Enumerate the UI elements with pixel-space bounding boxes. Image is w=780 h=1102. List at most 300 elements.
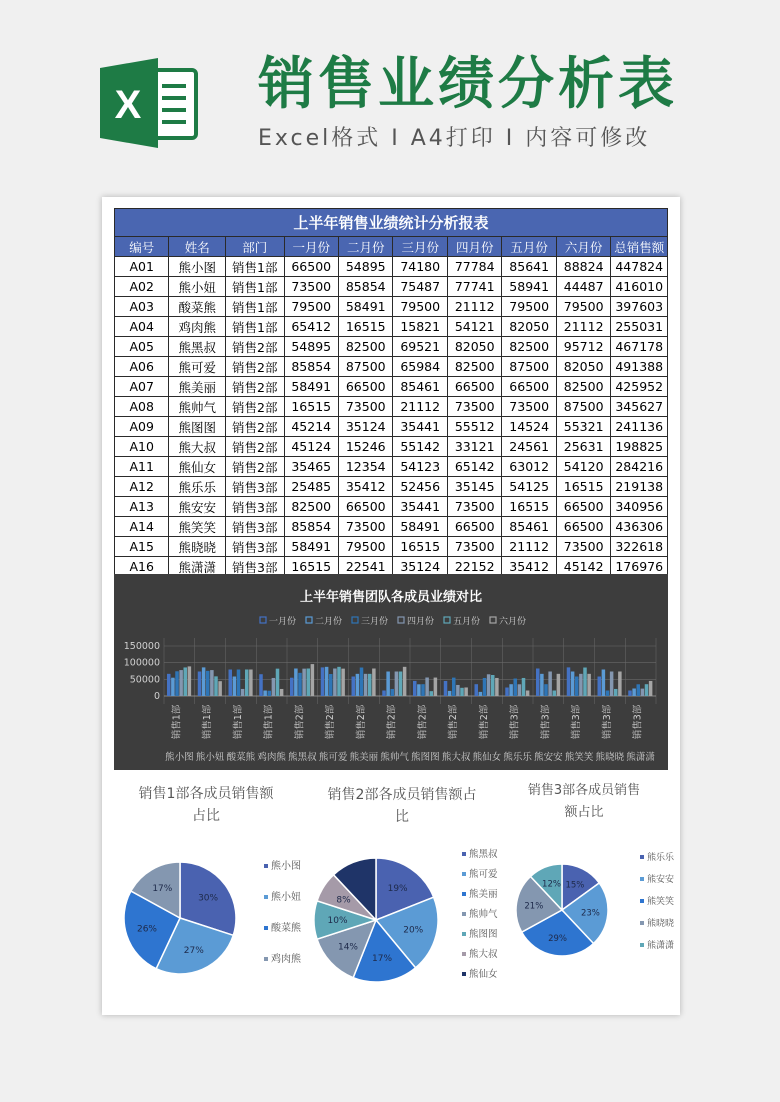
table-cell[interactable]: 55512 bbox=[447, 417, 501, 437]
bar bbox=[628, 690, 632, 696]
table-cell[interactable]: A08 bbox=[115, 397, 169, 417]
table-cell[interactable]: 82050 bbox=[502, 317, 556, 337]
pie-value-label: 15% bbox=[565, 880, 585, 891]
table-cell[interactable]: 熊晓晓 bbox=[169, 537, 226, 557]
table-cell[interactable]: 熊图图 bbox=[169, 417, 226, 437]
table-cell[interactable]: 16515 bbox=[502, 497, 556, 517]
table-cell[interactable]: 322618 bbox=[611, 537, 668, 557]
table-cell[interactable]: 66500 bbox=[447, 517, 501, 537]
table-cell[interactable]: 35441 bbox=[393, 497, 447, 517]
table-cell[interactable]: 82500 bbox=[284, 497, 338, 517]
pie-legend-swatch bbox=[462, 852, 466, 856]
bar bbox=[544, 684, 548, 696]
pie-value-label: 17% bbox=[152, 884, 173, 895]
table-cell[interactable]: 58491 bbox=[284, 377, 338, 397]
x-category-label: 熊美丽 bbox=[349, 752, 379, 763]
table-cell[interactable]: 82500 bbox=[447, 357, 501, 377]
table-cell[interactable]: 16515 bbox=[393, 537, 447, 557]
pie-legend-label: 熊大叔 bbox=[469, 949, 498, 960]
x-group-label: 销售2部 bbox=[478, 704, 490, 740]
table-cell[interactable]: A11 bbox=[115, 457, 169, 477]
sales-table bbox=[114, 208, 668, 577]
table-cell[interactable]: 58491 bbox=[393, 517, 447, 537]
table-cell[interactable]: 82500 bbox=[338, 337, 392, 357]
pie-card-dept1 bbox=[114, 774, 300, 1000]
bar bbox=[557, 674, 561, 696]
bar bbox=[167, 674, 171, 696]
table-cell[interactable]: 销售2部 bbox=[225, 357, 284, 377]
table-row bbox=[115, 417, 668, 437]
table-cell[interactable]: 255031 bbox=[611, 317, 668, 337]
table-cell[interactable]: 66500 bbox=[338, 497, 392, 517]
table-row bbox=[115, 397, 668, 417]
table-cell[interactable]: 熊帅气 bbox=[169, 397, 226, 417]
table-cell[interactable]: 66500 bbox=[556, 517, 610, 537]
legend-label: 一月份 bbox=[269, 617, 297, 627]
y-tick-label: 50000 bbox=[129, 674, 160, 686]
table-cell[interactable]: 85461 bbox=[502, 517, 556, 537]
table-cell[interactable]: A12 bbox=[115, 477, 169, 497]
bar-chart bbox=[114, 574, 668, 770]
table-cell[interactable]: 销售3部 bbox=[225, 517, 284, 537]
pie-title-line: 比 bbox=[395, 809, 409, 825]
pie-legend-swatch bbox=[462, 972, 466, 976]
table-cell[interactable]: 73500 bbox=[447, 497, 501, 517]
table-cell[interactable]: 35441 bbox=[393, 417, 447, 437]
table-cell[interactable]: 21112 bbox=[556, 317, 610, 337]
table-cell[interactable]: 熊仙女 bbox=[169, 457, 226, 477]
pie-value-label: 27% bbox=[183, 945, 204, 956]
table-cell[interactable]: 酸菜熊 bbox=[169, 297, 226, 317]
table-cell[interactable]: 22152 bbox=[447, 557, 501, 577]
table-cell[interactable]: 73500 bbox=[447, 397, 501, 417]
pie-legend-label: 熊安安 bbox=[647, 875, 675, 885]
table-cell[interactable]: 45124 bbox=[284, 437, 338, 457]
bar bbox=[618, 672, 622, 697]
pie-legend-label: 熊小图 bbox=[271, 861, 301, 872]
table-cell[interactable]: 79500 bbox=[338, 537, 392, 557]
table-cell[interactable]: 销售1部 bbox=[225, 297, 284, 317]
bar bbox=[491, 675, 495, 696]
table-row bbox=[115, 317, 668, 337]
bar bbox=[321, 667, 325, 696]
table-cell[interactable]: 58491 bbox=[338, 297, 392, 317]
table-cell[interactable]: 447824 bbox=[611, 257, 668, 277]
table-row bbox=[115, 517, 668, 537]
table-cell[interactable]: 鸡肉熊 bbox=[169, 317, 226, 337]
table-cell[interactable]: 65984 bbox=[393, 357, 447, 377]
pie-legend-swatch bbox=[462, 912, 466, 916]
pie-legend-swatch bbox=[264, 926, 268, 930]
bar bbox=[268, 691, 272, 696]
table-cell[interactable]: 88824 bbox=[556, 257, 610, 277]
bar bbox=[571, 672, 575, 697]
table-cell[interactable]: 77784 bbox=[447, 257, 501, 277]
bar bbox=[210, 670, 214, 696]
pie-legend-label: 熊美丽 bbox=[469, 889, 498, 900]
table-cell[interactable]: 219138 bbox=[611, 477, 668, 497]
pie-title-line: 销售3部各成员销售 bbox=[527, 783, 641, 798]
pie-legend-label: 鸡肉熊 bbox=[271, 954, 301, 965]
table-cell[interactable]: 66500 bbox=[338, 377, 392, 397]
x-category-label: 熊乐乐 bbox=[503, 752, 532, 763]
table-cell[interactable]: 熊小图 bbox=[169, 257, 226, 277]
bar bbox=[198, 672, 202, 697]
bar bbox=[175, 671, 179, 696]
table-cell[interactable]: 79500 bbox=[284, 297, 338, 317]
table-cell[interactable]: A15 bbox=[115, 537, 169, 557]
bar bbox=[522, 678, 526, 696]
table-cell[interactable]: 85854 bbox=[338, 277, 392, 297]
pie-legend-swatch bbox=[462, 892, 466, 896]
table-cell[interactable]: 销售2部 bbox=[225, 457, 284, 477]
table-cell[interactable]: 73500 bbox=[502, 397, 556, 417]
bar-chart-panel bbox=[114, 574, 668, 770]
table-cell[interactable]: 熊安安 bbox=[169, 497, 226, 517]
table-cell[interactable]: 16515 bbox=[556, 477, 610, 497]
bar bbox=[214, 676, 218, 696]
table-cell[interactable]: 35124 bbox=[393, 557, 447, 577]
pie-legend-label: 熊帅气 bbox=[469, 909, 498, 920]
table-cell[interactable]: A16 bbox=[115, 557, 169, 577]
table-cell[interactable]: A14 bbox=[115, 517, 169, 537]
bar bbox=[567, 667, 571, 696]
table-cell[interactable]: 73500 bbox=[447, 537, 501, 557]
table-cell[interactable]: 16515 bbox=[284, 397, 338, 417]
table-cell[interactable]: 55321 bbox=[556, 417, 610, 437]
bar bbox=[641, 689, 645, 696]
table-cell[interactable]: 87500 bbox=[338, 357, 392, 377]
x-group-label: 销售2部 bbox=[417, 704, 429, 740]
x-category-label: 熊黑叔 bbox=[288, 752, 317, 763]
table-cell[interactable]: 82050 bbox=[447, 337, 501, 357]
excel-logo-icon bbox=[100, 58, 200, 148]
table-cell[interactable]: 销售1部 bbox=[225, 317, 284, 337]
table-cell[interactable]: A04 bbox=[115, 317, 169, 337]
bar bbox=[368, 674, 372, 696]
bar bbox=[249, 670, 253, 697]
table-cell[interactable]: 55142 bbox=[393, 437, 447, 457]
table-cell[interactable]: 54121 bbox=[447, 317, 501, 337]
table-cell[interactable]: 销售2部 bbox=[225, 377, 284, 397]
table-cell[interactable]: 73500 bbox=[556, 537, 610, 557]
table-cell[interactable]: 25631 bbox=[556, 437, 610, 457]
table-cell[interactable]: 销售3部 bbox=[225, 477, 284, 497]
table-cell[interactable]: A03 bbox=[115, 297, 169, 317]
table-cell[interactable]: 22541 bbox=[338, 557, 392, 577]
table-cell[interactable]: 15246 bbox=[338, 437, 392, 457]
pie-legend-label: 熊图图 bbox=[469, 929, 498, 940]
pie-value-label: 26% bbox=[136, 924, 157, 935]
bar bbox=[430, 691, 434, 696]
bar bbox=[294, 669, 298, 697]
bar bbox=[356, 674, 360, 696]
bar bbox=[587, 674, 591, 696]
table-cell[interactable]: A06 bbox=[115, 357, 169, 377]
bar bbox=[218, 681, 222, 696]
x-group-label: 销售3部 bbox=[509, 704, 521, 740]
bar bbox=[184, 667, 188, 696]
table-cell[interactable]: 44487 bbox=[556, 277, 610, 297]
table-cell[interactable]: 35412 bbox=[502, 557, 556, 577]
legend-label: 三月份 bbox=[361, 617, 389, 627]
table-cell[interactable]: A10 bbox=[115, 437, 169, 457]
table-cell[interactable]: 熊可爱 bbox=[169, 357, 226, 377]
table-cell[interactable]: 熊黑叔 bbox=[169, 337, 226, 357]
table-cell[interactable]: 35145 bbox=[447, 477, 501, 497]
table-cell[interactable]: 熊潇潇 bbox=[169, 557, 226, 577]
table-cell[interactable]: 87500 bbox=[502, 357, 556, 377]
x-group-label: 销售3部 bbox=[540, 704, 552, 740]
bar bbox=[329, 674, 333, 696]
x-category-label: 酸菜熊 bbox=[226, 752, 256, 763]
table-cell[interactable]: 65142 bbox=[447, 457, 501, 477]
table-cell[interactable]: 65412 bbox=[284, 317, 338, 337]
table-cell[interactable]: 销售2部 bbox=[225, 337, 284, 357]
pie-legend-swatch bbox=[462, 872, 466, 876]
pie-value-label: 10% bbox=[327, 916, 348, 926]
pie-card-dept2 bbox=[302, 774, 502, 1000]
bar bbox=[290, 678, 294, 696]
table-row bbox=[115, 297, 668, 317]
table-cell[interactable]: A09 bbox=[115, 417, 169, 437]
pie-legend-swatch bbox=[462, 932, 466, 936]
bar bbox=[302, 669, 306, 696]
table-cell[interactable]: 销售3部 bbox=[225, 537, 284, 557]
table-cell[interactable]: 79500 bbox=[393, 297, 447, 317]
table-cell[interactable]: 79500 bbox=[502, 297, 556, 317]
bar bbox=[505, 688, 509, 696]
table-cell[interactable]: A13 bbox=[115, 497, 169, 517]
bar bbox=[632, 688, 636, 696]
table-cell[interactable]: 436306 bbox=[611, 517, 668, 537]
table-cell[interactable]: 74180 bbox=[393, 257, 447, 277]
x-group-label: 销售3部 bbox=[601, 704, 613, 740]
x-category-label: 熊笑笑 bbox=[564, 752, 594, 763]
bar bbox=[475, 684, 479, 696]
table-cell[interactable]: 66500 bbox=[284, 257, 338, 277]
pie-title-line: 销售2部各成员销售额占 bbox=[327, 787, 477, 803]
bar bbox=[341, 669, 345, 696]
bar bbox=[526, 690, 530, 696]
bar bbox=[237, 670, 241, 697]
logo-letter: X bbox=[114, 83, 142, 127]
table-cell[interactable]: 21112 bbox=[502, 537, 556, 557]
table-cell[interactable]: 284216 bbox=[611, 457, 668, 477]
bar bbox=[391, 689, 395, 696]
table-cell[interactable]: 熊乐乐 bbox=[169, 477, 226, 497]
table-cell[interactable]: 35124 bbox=[338, 417, 392, 437]
table-cell[interactable]: 销售2部 bbox=[225, 417, 284, 437]
bar bbox=[448, 691, 452, 696]
table-cell[interactable]: 85641 bbox=[502, 257, 556, 277]
table-cell[interactable]: 54895 bbox=[284, 337, 338, 357]
table-cell[interactable]: 63012 bbox=[502, 457, 556, 477]
table-cell[interactable]: 340956 bbox=[611, 497, 668, 517]
bar bbox=[263, 690, 267, 696]
bar bbox=[444, 681, 448, 696]
table-cell[interactable]: 销售2部 bbox=[225, 397, 284, 417]
table-cell[interactable]: 491388 bbox=[611, 357, 668, 377]
table-cell[interactable]: 87500 bbox=[556, 397, 610, 417]
x-group-label: 销售2部 bbox=[294, 704, 306, 740]
legend-swatch bbox=[260, 617, 266, 623]
table-cell[interactable]: A05 bbox=[115, 337, 169, 357]
x-category-label: 熊潇潇 bbox=[626, 752, 655, 763]
bar bbox=[518, 684, 522, 696]
table-cell[interactable]: 销售2部 bbox=[225, 437, 284, 457]
x-group-label: 销售3部 bbox=[571, 704, 583, 740]
table-cell[interactable]: 58941 bbox=[502, 277, 556, 297]
table-cell[interactable]: 35412 bbox=[338, 477, 392, 497]
bar bbox=[179, 670, 183, 696]
table-row bbox=[115, 337, 668, 357]
table-cell[interactable]: A01 bbox=[115, 257, 169, 277]
page-subtitle: Excel格式 I A4打印 I 内容可修改 bbox=[258, 126, 651, 151]
table-cell[interactable]: 15821 bbox=[393, 317, 447, 337]
table-cell[interactable]: 85854 bbox=[284, 357, 338, 377]
table-cell[interactable]: 82500 bbox=[502, 337, 556, 357]
table-cell[interactable]: 176976 bbox=[611, 557, 668, 577]
column-header: 姓名 bbox=[169, 237, 226, 257]
table-row bbox=[115, 277, 668, 297]
table-cell[interactable]: 79500 bbox=[556, 297, 610, 317]
table-cell[interactable]: 销售3部 bbox=[225, 557, 284, 577]
pie-chart-dept3 bbox=[504, 774, 675, 1000]
table-cell[interactable]: A02 bbox=[115, 277, 169, 297]
table-body bbox=[115, 257, 668, 577]
table-cell[interactable]: 416010 bbox=[611, 277, 668, 297]
bar bbox=[245, 670, 249, 697]
table-cell[interactable]: 54120 bbox=[556, 457, 610, 477]
table-cell[interactable]: 54123 bbox=[393, 457, 447, 477]
pie-legend-swatch bbox=[640, 899, 644, 903]
table-cell[interactable]: 77741 bbox=[447, 277, 501, 297]
table-cell[interactable]: 75487 bbox=[393, 277, 447, 297]
table-cell[interactable]: 熊笑笑 bbox=[169, 517, 226, 537]
table-cell[interactable]: 241136 bbox=[611, 417, 668, 437]
pie-legend-label: 熊潇潇 bbox=[647, 941, 675, 951]
bar bbox=[645, 684, 649, 696]
pie-title-line: 销售1部各成员销售额 bbox=[138, 786, 274, 802]
bar bbox=[425, 677, 429, 696]
table-cell[interactable]: 66500 bbox=[447, 377, 501, 397]
bar bbox=[479, 692, 483, 696]
table-cell[interactable]: 熊小妞 bbox=[169, 277, 226, 297]
bar bbox=[540, 674, 544, 696]
table-cell[interactable]: 425952 bbox=[611, 377, 668, 397]
table-cell[interactable]: 467178 bbox=[611, 337, 668, 357]
legend-swatch bbox=[398, 617, 404, 623]
table-cell[interactable]: 16515 bbox=[284, 557, 338, 577]
table-title: 上半年销售业绩统计分析报表 bbox=[115, 209, 668, 237]
table-cell[interactable]: 66500 bbox=[502, 377, 556, 397]
table-cell[interactable]: 14524 bbox=[502, 417, 556, 437]
bar bbox=[382, 690, 386, 696]
table-cell[interactable]: 销售3部 bbox=[225, 497, 284, 517]
table-cell[interactable]: 82050 bbox=[556, 357, 610, 377]
x-group-label: 销售1部 bbox=[263, 704, 275, 740]
table-row bbox=[115, 257, 668, 277]
pie-value-label: 21% bbox=[524, 901, 544, 912]
bar bbox=[202, 667, 206, 696]
table-cell[interactable]: 35465 bbox=[284, 457, 338, 477]
x-group-label: 销售3部 bbox=[632, 704, 644, 740]
table-cell[interactable]: 45142 bbox=[556, 557, 610, 577]
table-cell[interactable]: 95712 bbox=[556, 337, 610, 357]
table-cell[interactable]: 54125 bbox=[502, 477, 556, 497]
bar bbox=[456, 685, 460, 696]
bar bbox=[553, 690, 557, 696]
column-header: 四月份 bbox=[447, 237, 501, 257]
bar bbox=[352, 677, 356, 696]
bar bbox=[509, 684, 513, 696]
bar bbox=[272, 678, 276, 696]
table-cell[interactable]: 66500 bbox=[556, 497, 610, 517]
y-tick-label: 0 bbox=[153, 691, 160, 702]
table-cell[interactable]: 397603 bbox=[611, 297, 668, 317]
table-cell[interactable]: 82500 bbox=[556, 377, 610, 397]
table-row bbox=[115, 477, 668, 497]
bar bbox=[307, 669, 311, 697]
table-cell[interactable]: 21112 bbox=[393, 397, 447, 417]
table-cell[interactable]: 58491 bbox=[284, 537, 338, 557]
table-cell[interactable]: 销售1部 bbox=[225, 277, 284, 297]
x-category-label: 熊图图 bbox=[411, 752, 440, 763]
pie-legend-swatch bbox=[640, 855, 644, 859]
table-row bbox=[115, 437, 668, 457]
bar bbox=[280, 689, 284, 696]
legend-label: 二月份 bbox=[315, 617, 343, 627]
column-header: 六月份 bbox=[556, 237, 610, 257]
table-cell[interactable]: 16515 bbox=[338, 317, 392, 337]
bar bbox=[360, 668, 364, 696]
pie-value-label: 12% bbox=[542, 879, 561, 890]
pie-legend-label: 熊可爱 bbox=[469, 869, 498, 880]
pie-legend-label: 熊黑叔 bbox=[469, 849, 498, 860]
table-row bbox=[115, 377, 668, 397]
table-cell[interactable]: 25485 bbox=[284, 477, 338, 497]
pie-value-label: 20% bbox=[403, 925, 424, 936]
table-cell[interactable]: 21112 bbox=[447, 297, 501, 317]
table-cell[interactable]: 69521 bbox=[393, 337, 447, 357]
table-cell[interactable]: 52456 bbox=[393, 477, 447, 497]
page-title: 销售业绩分析表 bbox=[258, 52, 678, 117]
table-cell[interactable]: 85854 bbox=[284, 517, 338, 537]
table-cell[interactable]: 54895 bbox=[338, 257, 392, 277]
table-cell[interactable]: 85461 bbox=[393, 377, 447, 397]
bar bbox=[575, 677, 579, 696]
table-cell[interactable]: 熊美丽 bbox=[169, 377, 226, 397]
table-cell[interactable]: 73500 bbox=[284, 277, 338, 297]
table-cell[interactable]: 12354 bbox=[338, 457, 392, 477]
table-cell[interactable]: 销售1部 bbox=[225, 257, 284, 277]
pie-legend-label: 熊乐乐 bbox=[647, 853, 675, 863]
bar bbox=[602, 670, 606, 697]
table-cell[interactable]: 73500 bbox=[338, 397, 392, 417]
table-cell[interactable]: 熊大叔 bbox=[169, 437, 226, 457]
table-cell[interactable]: A07 bbox=[115, 377, 169, 397]
table-cell[interactable]: 45214 bbox=[284, 417, 338, 437]
table-cell[interactable]: 73500 bbox=[338, 517, 392, 537]
table-cell[interactable]: 198825 bbox=[611, 437, 668, 457]
column-header: 五月份 bbox=[502, 237, 556, 257]
table-cell[interactable]: 24561 bbox=[502, 437, 556, 457]
pie-legend-label: 熊小妞 bbox=[271, 892, 301, 903]
column-header: 总销售额 bbox=[611, 237, 668, 257]
table-cell[interactable]: 33121 bbox=[447, 437, 501, 457]
table-cell[interactable]: 345627 bbox=[611, 397, 668, 417]
